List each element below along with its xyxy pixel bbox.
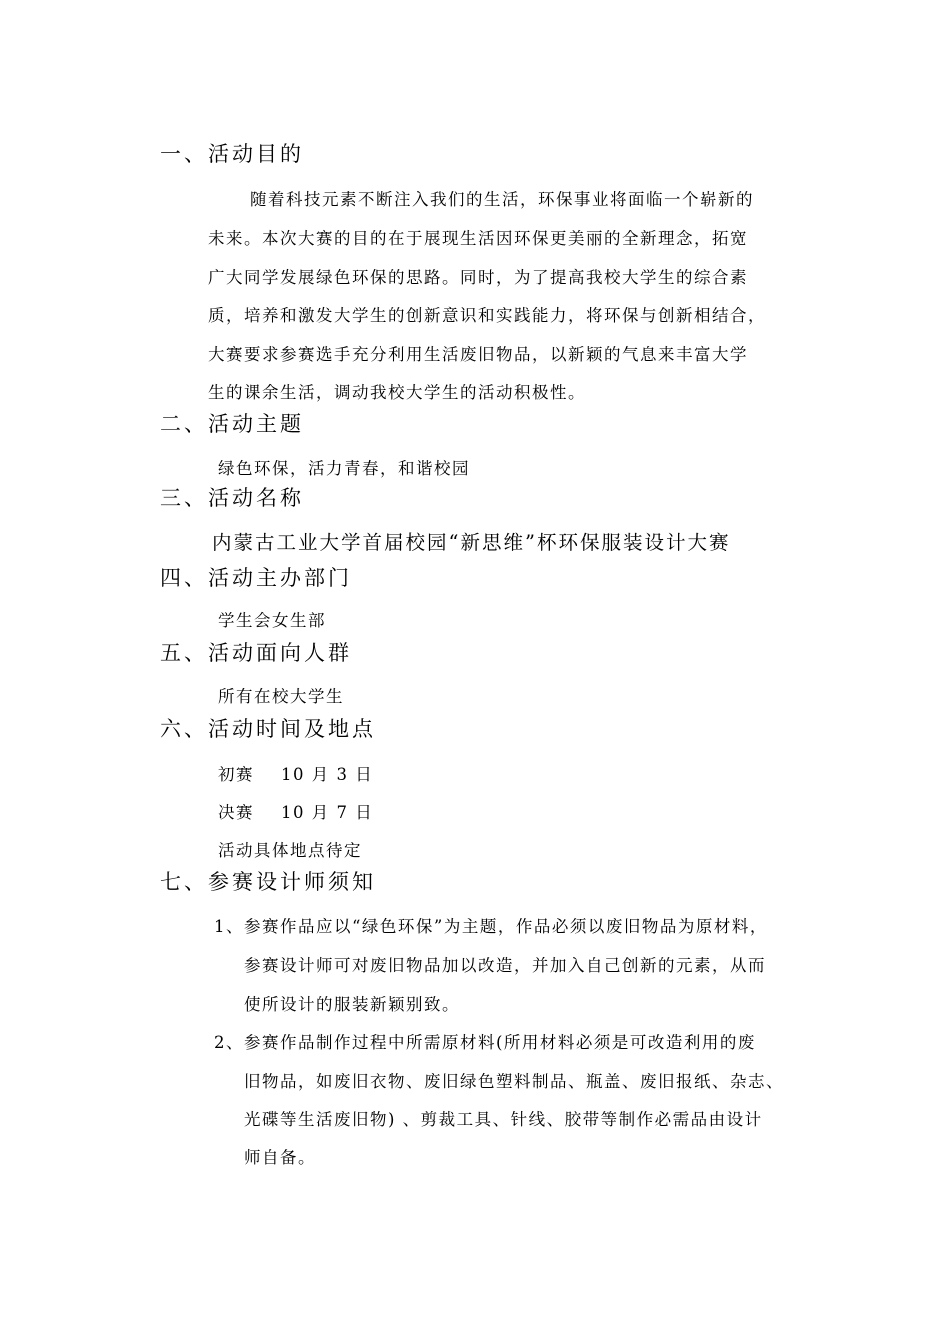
note-line: 师自备。 bbox=[244, 1148, 316, 1167]
section-heading-schedule: 六、活动时间及地点 bbox=[160, 717, 376, 741]
purpose-line: 生的课余生活，调动我校大学生的活动积极性。 bbox=[208, 383, 586, 402]
audience-text: 所有在校大学生 bbox=[218, 687, 344, 706]
venue-text: 活动具体地点待定 bbox=[218, 841, 362, 860]
purpose-line: 广大同学发展绿色环保的思路。同时，为了提高我校大学生的综合素 bbox=[208, 268, 748, 287]
section-heading-theme: 二、活动主题 bbox=[160, 412, 304, 436]
purpose-line: 随着科技元素不断注入我们的生活，环保事业将面临一个崭新的 bbox=[250, 190, 754, 209]
organizer-text: 学生会女生部 bbox=[218, 611, 326, 630]
note-line: 光碟等生活废旧物) 、剪裁工具、针线、胶带等制作必需品由设计 bbox=[244, 1110, 763, 1129]
note-line: 参赛设计师可对废旧物品加以改造，并加入自己创新的元素，从而 bbox=[244, 956, 766, 975]
purpose-line: 大赛要求参赛选手充分利用生活废旧物品，以新颖的气息来丰富大学 bbox=[208, 345, 748, 364]
final-date-text: 决赛 10 月 7 日 bbox=[218, 803, 374, 822]
purpose-line: 未来。本次大赛的目的在于展现生活因环保更美丽的全新理念，拓宽 bbox=[208, 229, 748, 248]
note-line: 2、参赛作品制作过程中所需原材料(所用材料必须是可改造利用的废 bbox=[214, 1033, 756, 1052]
prelim-date-text: 初赛 10 月 3 日 bbox=[218, 765, 374, 784]
section-heading-organizer: 四、活动主办部门 bbox=[160, 566, 352, 590]
purpose-line: 质，培养和激发大学生的创新意识和实践能力，将环保与创新相结合， bbox=[208, 306, 766, 325]
theme-text: 绿色环保，活力青春，和谐校园 bbox=[218, 459, 470, 478]
section-heading-audience: 五、活动面向人群 bbox=[160, 641, 352, 665]
section-heading-purpose: 一、活动目的 bbox=[160, 142, 304, 166]
section-heading-name: 三、活动名称 bbox=[160, 486, 304, 510]
note-line: 1、参赛作品应以“绿色环保”为主题，作品必须以废旧物品为原材料， bbox=[214, 917, 768, 936]
event-name-text: 内蒙古工业大学首届校园“新思维”杯环保服装设计大赛 bbox=[212, 531, 731, 554]
section-heading-notes: 七、参赛设计师须知 bbox=[160, 870, 376, 894]
note-line: 旧物品，如废旧衣物、废旧绿色塑料制品、瓶盖、废旧报纸、杂志、 bbox=[244, 1072, 784, 1091]
note-line: 使所设计的服装新颖别致。 bbox=[244, 995, 460, 1014]
